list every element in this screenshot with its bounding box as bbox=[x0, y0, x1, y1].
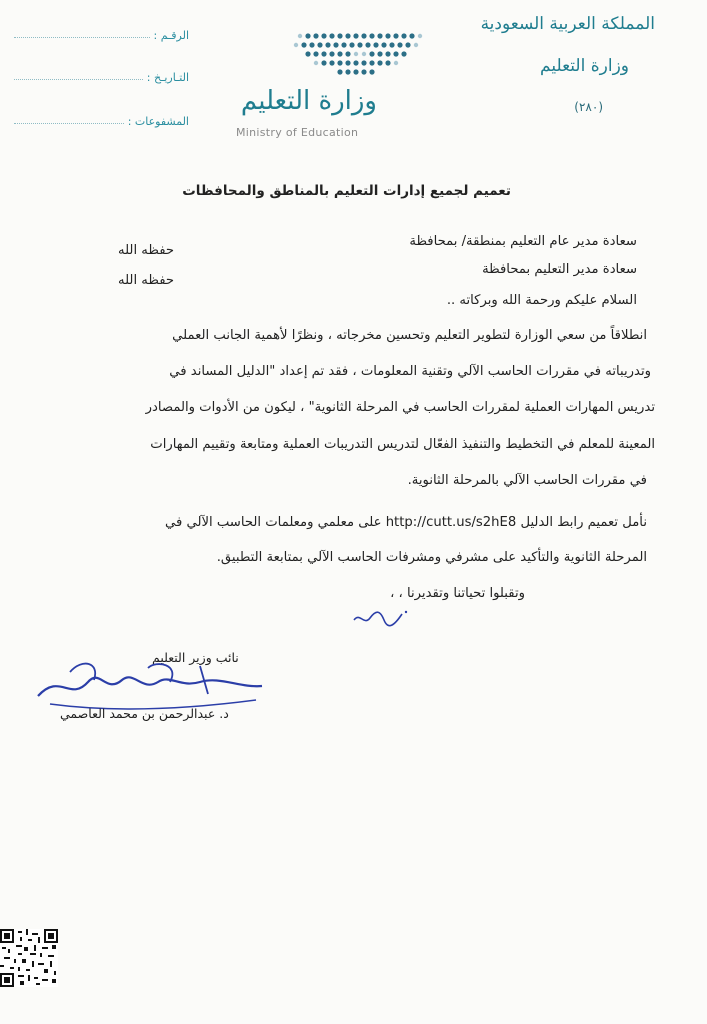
date-label: التـاريـخ : bbox=[146, 71, 189, 84]
letter-subject: تعميم لجميع إدارات التعليم بالمناطق والمحافظات bbox=[182, 183, 511, 199]
date-field bbox=[14, 66, 189, 84]
greeting: السلام عليكم ورحمة الله وبركاته .. bbox=[446, 293, 637, 308]
blessing-1: حفظه الله bbox=[118, 243, 175, 258]
closing-line: وتقبلوا تحياتنا وتقديرنا ، ، bbox=[390, 586, 525, 601]
addressee-line-1: سعادة مدير عام التعليم بمنطقة/ بمحافظة bbox=[409, 234, 637, 249]
attachments-dotted-line bbox=[14, 123, 124, 124]
number-dotted-line bbox=[14, 37, 150, 38]
attachments-label: المشفوعات : bbox=[127, 115, 189, 128]
initials-mark bbox=[350, 606, 410, 630]
addressee-line-2: سعادة مدير التعليم بمحافظة bbox=[482, 262, 637, 277]
logo-english-text: Ministry of Education bbox=[236, 126, 359, 139]
paragraph-2-line-2: المرحلة الثانوية والتأكيد على مشرفي ومشرفات الحاسب الآلي بمتابعة التطبيق. bbox=[216, 550, 647, 565]
signatory-name: د. عبدالرحمن بن محمد العاصمي bbox=[60, 706, 229, 721]
paragraph-2-line-1: نأمل تعميم رابط الدليل http://cutt.us/s2hE8 على معلمي ومعلمات الحاسب الآلي في bbox=[164, 515, 647, 530]
paragraph-1-line-5: في مقررات الحاسب الآلي بالمرحلة الثانوية. bbox=[407, 473, 647, 488]
number-field bbox=[14, 24, 189, 42]
document-number: (٢٨٠) bbox=[574, 100, 603, 114]
logo-arabic-text: وزارة التعليم bbox=[240, 86, 377, 116]
signatory-title: نائب وزير التعليم bbox=[152, 650, 239, 665]
qr-code-icon bbox=[0, 928, 58, 988]
number-label: الرقـم : bbox=[153, 29, 189, 42]
paragraph-1-line-1: انطلاقاً من سعي الوزارة لتطوير التعليم وتحسين مخرجاته ، ونظرًا لأهمية الجانب العملي bbox=[172, 328, 647, 343]
blessing-2: حفظه الله bbox=[118, 273, 175, 288]
kingdom-title: المملكة العربية السعودية bbox=[480, 14, 655, 34]
paragraph-1-line-2: وتدريباته في مقررات الحاسب الآلي وتقنية المعلومات ، فقد تم إعداد "الدليل المساند في bbox=[169, 364, 651, 379]
paragraph-1-line-3: تدريس المهارات العملية لمقررات الحاسب في المرحلة الثانوية" ، ليكون من الأدوات والمصادر bbox=[145, 400, 655, 415]
paragraph-1-line-4: المعينة للمعلم في التخطيط والتنفيذ الفعّال لتدريس التدريبات العملية ومتابعة وتقييم المهارات bbox=[150, 437, 655, 452]
ministry-title: وزارة التعليم bbox=[540, 56, 629, 76]
date-dotted-line bbox=[14, 79, 143, 80]
attachments-field bbox=[14, 110, 189, 128]
